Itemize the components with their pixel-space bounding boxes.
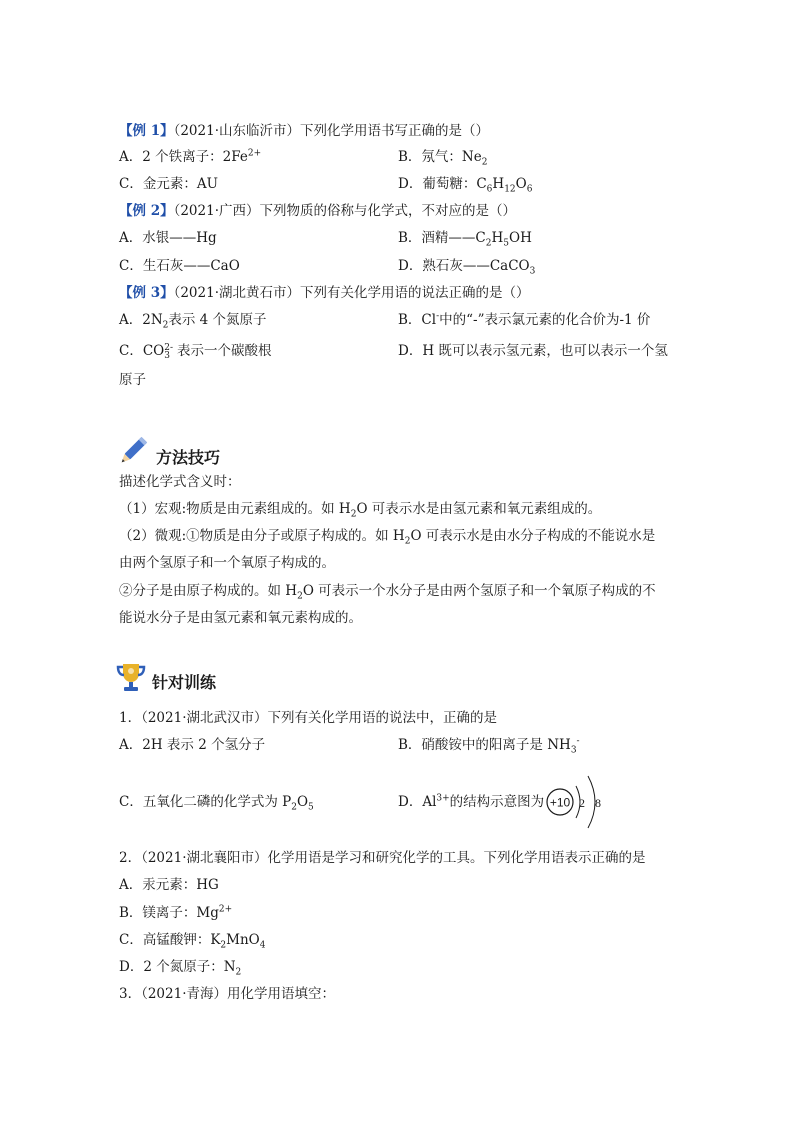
example-tag: 【例 2】	[119, 203, 174, 219]
example-2-option-a: A．水银——Hg	[119, 230, 217, 246]
example-2-option-b: B．酒精$——C_2H_5OH$	[398, 230, 532, 249]
example-1-option-b: B．氖气：$Ne_2$	[398, 149, 488, 168]
question-2-option-a: A．汞元素：HG	[119, 877, 219, 893]
trophy-icon	[116, 661, 146, 693]
example-2-stem: 【例 2】（2021·广西）下列物质的俗称与化学式，不对应的是（）	[119, 203, 516, 219]
shell-1-electrons: 2	[579, 796, 585, 810]
question-2-option-c: C．高锰酸钾：$K_2MnO_4$	[119, 932, 266, 951]
method-title: 方法技巧	[156, 448, 221, 467]
shell-arc-2	[588, 776, 595, 828]
example-tag: 【例 1】	[119, 123, 174, 139]
question-2-option-d: D．2 个氮原子：$N_2$	[119, 959, 242, 978]
method-heading	[116, 434, 220, 468]
method-point-2-continuation: 由两个氢原子和一个氧原子构成的。	[119, 555, 335, 571]
example-tag: 【例 3】	[119, 285, 174, 301]
method-point-3: ②分子是由原子构成的。如 $H_2O$ 可表示一个水分子是由两个氢原子和一个氧原子构成的不	[119, 583, 656, 602]
pencil-icon	[116, 434, 150, 468]
method-intro: 描述化学式含义时：	[119, 474, 241, 490]
question-2-stem: 2．（2021·湖北襄阳市）化学用语是学习和研究化学的工具。下列化学用语表示正确的是	[119, 850, 646, 866]
method-point-2: （2）微观:①物质是由分子或原子构成的。如 $H_2O$ 可表示水是由水分子构成的不能说水是	[119, 528, 656, 547]
example-3-option-c: C．CO 2- 3 表示一个碳酸根	[119, 342, 272, 361]
training-title: 针对训练	[152, 673, 217, 692]
nucleus-charge: +10	[549, 795, 571, 810]
training-heading	[116, 661, 216, 693]
method-point-3-continuation: 能说水分子是由氢元素和氧元素构成的。	[119, 610, 362, 626]
question-1-stem: 1．（2021·湖北武汉市）下列有关化学用语的说法中，正确的是	[119, 710, 497, 726]
atomic-structure-diagram	[542, 768, 612, 836]
example-1-option-c: C．金元素：AU	[119, 176, 218, 192]
question-2-option-b: B．镁离子：$Mg^{2+}$	[119, 904, 233, 921]
question-3-stem: 3．（2021·青海）用化学用语填空：	[119, 986, 335, 1002]
question-1-option-a: A．2H 表示 2 个氢分子	[119, 737, 266, 753]
question-1-option-c: C．五氧化二磷的化学式为 $P_2O_5$	[119, 794, 314, 813]
question-1-option-b: B．硝酸铵中的阳离子是 $NH_3^-$	[398, 736, 580, 756]
question-1-option-d: D．$Al^{3+}$的结构示意图为	[398, 793, 545, 810]
example-2-option-c: C．生石灰——CaO	[119, 258, 240, 274]
example-3-option-d: D．H 既可以表示氢元素，也可以表示一个氢	[398, 343, 668, 359]
example-1-stem: 【例 1】（2021·山东临沂市）下列化学用语书写正确的是（）	[119, 123, 489, 139]
example-1-option-d: D．葡萄糖：$C_6H_{12}O_6$	[398, 176, 533, 195]
example-2-option-d: D．熟石灰——CaCO$_3$	[398, 258, 536, 277]
example-3-option-d-continuation: 原子	[119, 372, 146, 388]
example-3-stem: 【例 3】（2021·湖北黄石市）下列有关化学用语的说法正确的是（）	[119, 285, 530, 301]
example-1-option-a: A．2 个铁离子：$2Fe^{2+}$	[119, 148, 262, 165]
shell-2-electrons: 8	[595, 796, 601, 810]
method-point-1: （1）宏观:物质是由元素组成的。如 $H_2O$ 可表示水是由氢元素和氧元素组成的。	[119, 501, 602, 520]
example-3-option-b: B．Cl-中的“-”表示氯元素的化合价为-1 价	[398, 311, 651, 328]
example-3-option-a: A．$2N_2$表示 4 个氮原子	[119, 312, 267, 331]
